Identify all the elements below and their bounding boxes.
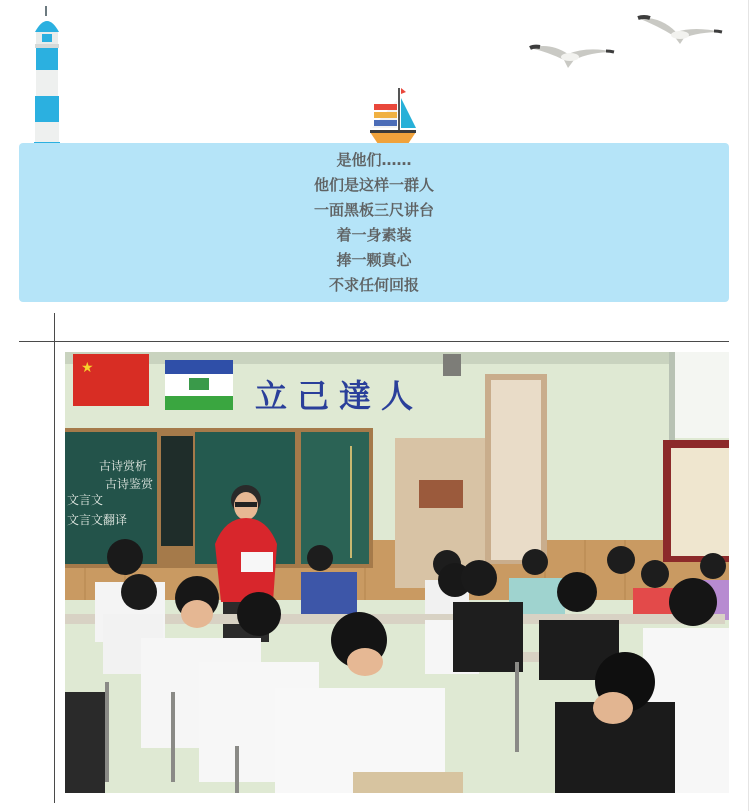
page-right-border — [748, 0, 749, 811]
blackboard-note: 古诗鉴赏 — [105, 477, 154, 491]
seagull-icon — [528, 40, 616, 70]
svg-text:★: ★ — [81, 360, 94, 376]
poem-line: 一面黑板三尺讲台 — [313, 200, 434, 219]
sailboat-icon — [368, 86, 418, 148]
poem-card — [19, 143, 729, 302]
vertical-divider — [54, 313, 55, 803]
poem-line: 他们是这样一群人 — [313, 175, 434, 194]
wall-slogan: 立己達人 — [255, 377, 424, 415]
poem-line: 捧一颗真心 — [336, 250, 412, 269]
school-flag — [165, 360, 233, 410]
horizontal-divider — [19, 341, 729, 342]
lighthouse-icon — [32, 6, 62, 144]
classroom-photo — [65, 352, 729, 793]
poem-line: 不求任何回报 — [328, 275, 419, 294]
poem-line: 着一身素装 — [336, 225, 412, 244]
seagull-icon — [636, 12, 724, 46]
blackboard-note: 古诗赏析 — [99, 459, 148, 473]
blackboard-note: 文言文 — [67, 493, 104, 507]
poem-line: 是他们…… — [336, 150, 412, 169]
blackboard-note: 文言文翻译 — [67, 513, 128, 527]
